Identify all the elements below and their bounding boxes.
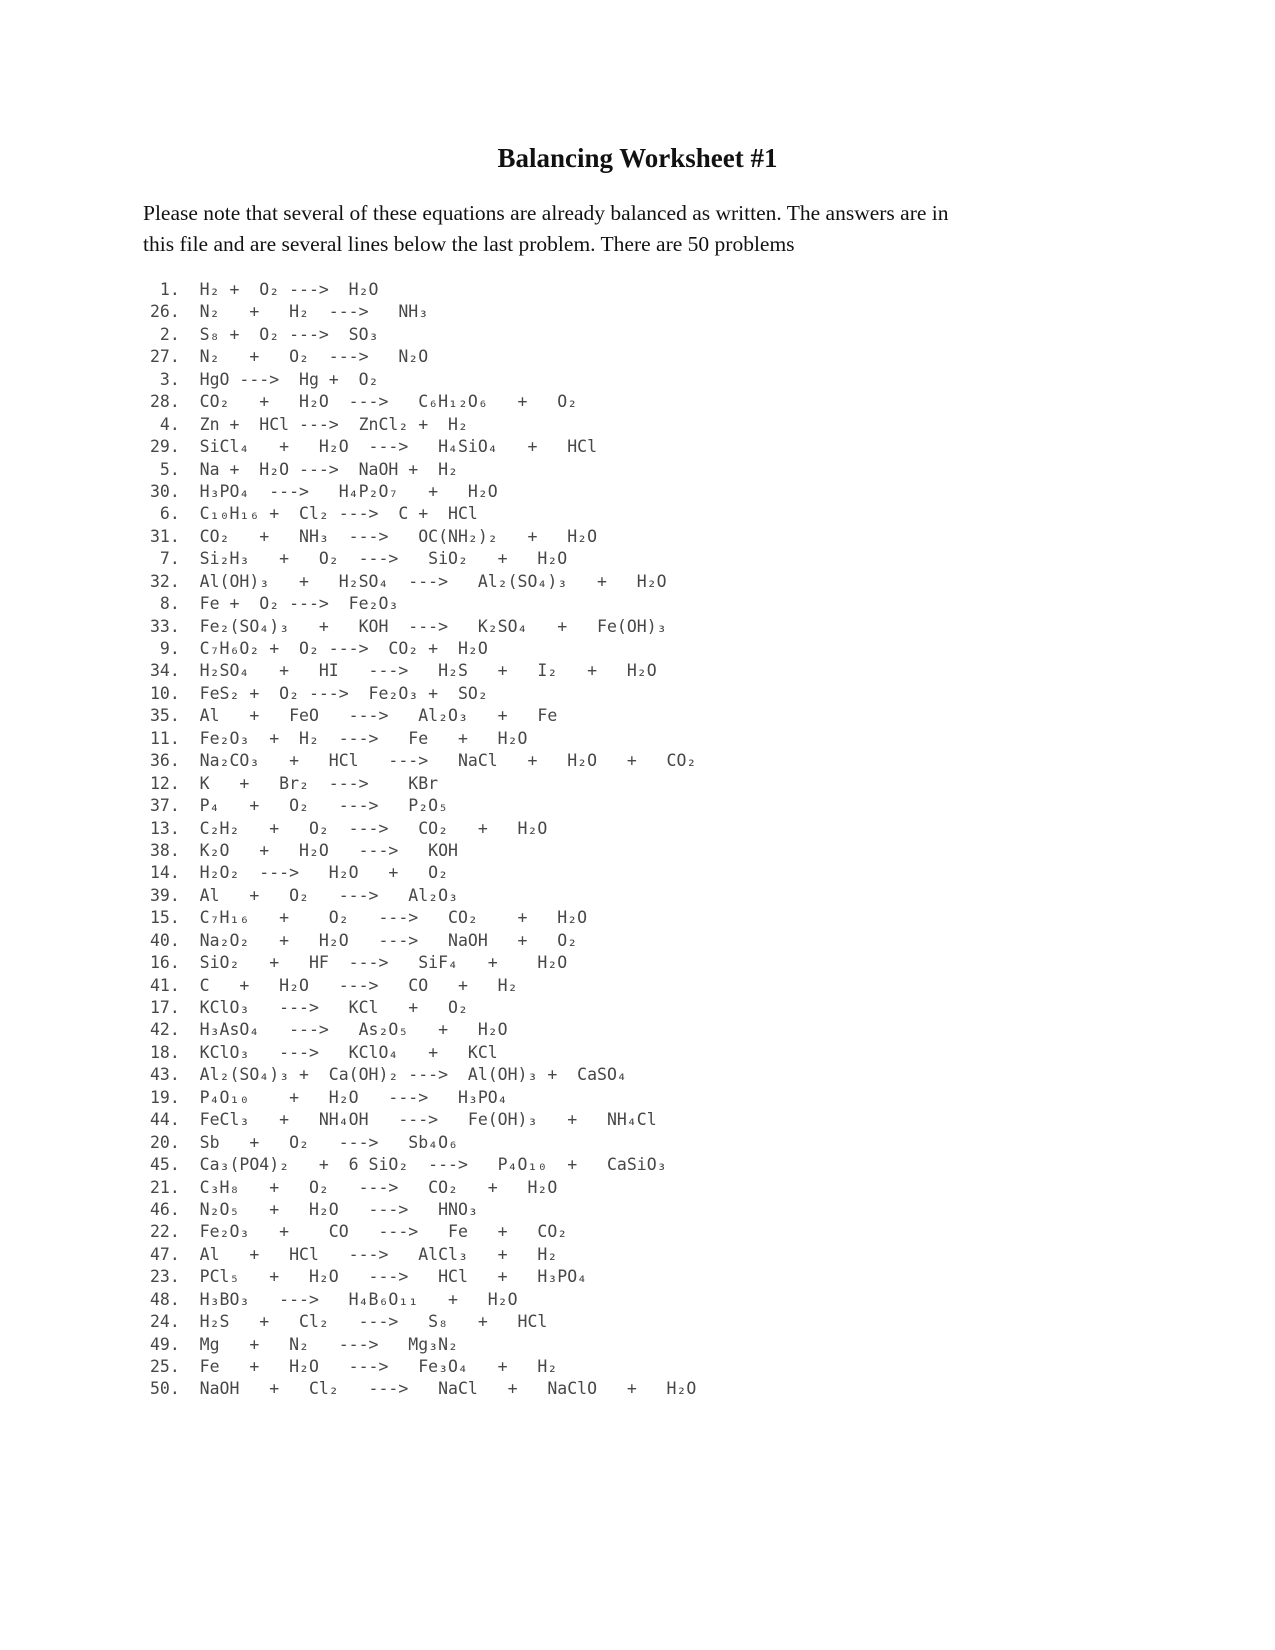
problems-list (150, 279, 696, 1401)
equation-line: 23. PCl₅ + H₂O ---> HCl + H₃PO₄ (150, 1267, 588, 1287)
equation-line: 24. H₂S + Cl₂ ---> S₈ + HCl (150, 1312, 548, 1332)
equation-line: 27. N₂ + O₂ ---> N₂O (150, 347, 429, 367)
equation-line: 50. NaOH + Cl₂ ---> NaCl + NaClO + H₂O (150, 1379, 697, 1399)
equation-line: 39. Al + O₂ ---> Al₂O₃ (150, 885, 458, 905)
equation-line: 34. H₂SO₄ + HI ---> H₂S + I₂ + H₂O (150, 661, 657, 681)
equation-line: 26. N₂ + H₂ ---> NH₃ (150, 302, 429, 322)
equation-line: 43. Al₂(SO₄)₃ + Ca(OH)₂ ---> Al(OH)₃ + CaSO₄ (150, 1065, 627, 1085)
equation-line: 18. KClO₃ ---> KClO₄ + KCl (150, 1042, 498, 1062)
equation-line: 40. Na₂O₂ + H₂O ---> NaOH + O₂ (150, 930, 578, 950)
equation-line: 33. Fe₂(SO₄)₃ + KOH ---> K₂SO₄ + Fe(OH)₃ (150, 616, 667, 636)
equation-line: 16. SiO₂ + HF ---> SiF₄ + H₂O (150, 953, 568, 973)
equation-line: 2. S₈ + O₂ ---> SO₃ (150, 324, 379, 344)
equation-line: 42. H₃AsO₄ ---> As₂O₅ + H₂O (150, 1020, 508, 1040)
equation-line: 22. Fe₂O₃ + CO ---> Fe + CO₂ (150, 1222, 568, 1242)
equation-line: 45. Ca₃(PO4)₂ + 6 SiO₂ ---> P₄O₁₀ + CaSiO₃ (150, 1155, 667, 1175)
equation-line: 20. Sb + O₂ ---> Sb₄O₆ (150, 1132, 458, 1152)
equation-line: 36. Na₂CO₃ + HCl ---> NaCl + H₂O + CO₂ (150, 751, 697, 771)
equation-line: 7. Si₂H₃ + O₂ ---> SiO₂ + H₂O (150, 549, 568, 569)
equation-line: 46. N₂O₅ + H₂O ---> HNO₃ (150, 1199, 478, 1219)
equation-line: 15. C₇H₁₆ + O₂ ---> CO₂ + H₂O (150, 908, 588, 928)
equation-line: 9. C₇H₆O₂ + O₂ ---> CO₂ + H₂O (150, 639, 488, 658)
equation-line: 3. HgO ---> Hg + O₂ (150, 369, 379, 389)
equation-line: 19. P₄O₁₀ + H₂O ---> H₃PO₄ (150, 1087, 508, 1107)
equation-line: 8. Fe + O₂ ---> Fe₂O₃ (150, 594, 399, 614)
equation-line: 32. Al(OH)₃ + H₂SO₄ ---> Al₂(SO₄)₃ + H₂O (150, 571, 667, 591)
equation-line: 17. KClO₃ ---> KCl + O₂ (150, 998, 468, 1017)
equation-line: 37. P₄ + O₂ ---> P₂O₅ (150, 796, 449, 816)
equation-line: 29. SiCl₄ + H₂O ---> H₄SiO₄ + HCl (150, 437, 598, 457)
equation-line: 13. C₂H₂ + O₂ ---> CO₂ + H₂O (150, 818, 548, 838)
equation-line: 31. CO₂ + NH₃ ---> OC(NH₂)₂ + H₂O (150, 526, 598, 546)
intro-note (143, 198, 1103, 260)
equation-line: 12. K + Br₂ ---> KBr (150, 773, 439, 793)
equation-line: 14. H₂O₂ ---> H₂O + O₂ (150, 863, 449, 883)
equation-line: 38. K₂O + H₂O ---> KOH (150, 840, 458, 860)
equation-line: 49. Mg + N₂ ---> Mg₃N₂ (150, 1334, 458, 1354)
equation-line: 28. CO₂ + H₂O ---> C₆H₁₂O₆ + O₂ (150, 392, 578, 412)
equation-line: 35. Al + FeO ---> Al₂O₃ + Fe (150, 706, 558, 726)
equation-line: 21. C₃H₈ + O₂ ---> CO₂ + H₂O (150, 1177, 558, 1197)
equation-line: 1. H₂ + O₂ ---> H₂O (150, 280, 379, 299)
equation-line: 30. H₃PO₄ ---> H₄P₂O₇ + H₂O (150, 481, 498, 501)
intro-note-line: Please note that several of these equations are already balanced as written. The answers are in (143, 201, 949, 225)
equation-line: 4. Zn + HCl ---> ZnCl₂ + H₂ (150, 414, 468, 434)
equation-line: 47. Al + HCl ---> AlCl₃ + H₂ (150, 1244, 558, 1264)
intro-note-line: this file and are several lines below the last problem. There are 50 problems (143, 232, 795, 256)
equation-line: 25. Fe + H₂O ---> Fe₃O₄ + H₂ (150, 1357, 558, 1376)
equation-line: 44. FeCl₃ + NH₄OH ---> Fe(OH)₃ + NH₄Cl (150, 1110, 657, 1130)
equation-line: 10. FeS₂ + O₂ ---> Fe₂O₃ + SO₂ (150, 683, 488, 703)
equation-line: 41. C + H₂O ---> CO + H₂ (150, 975, 518, 995)
equation-line: 5. Na + H₂O ---> NaOH + H₂ (150, 459, 458, 479)
equation-line: 48. H₃BO₃ ---> H₄B₆O₁₁ + H₂O (150, 1289, 518, 1309)
equation-line: 6. C₁₀H₁₆ + Cl₂ ---> C + HCl (150, 504, 478, 524)
equation-line: 11. Fe₂O₃ + H₂ ---> Fe + H₂O (150, 728, 528, 748)
page-title: Balancing Worksheet #1 (497, 143, 778, 173)
